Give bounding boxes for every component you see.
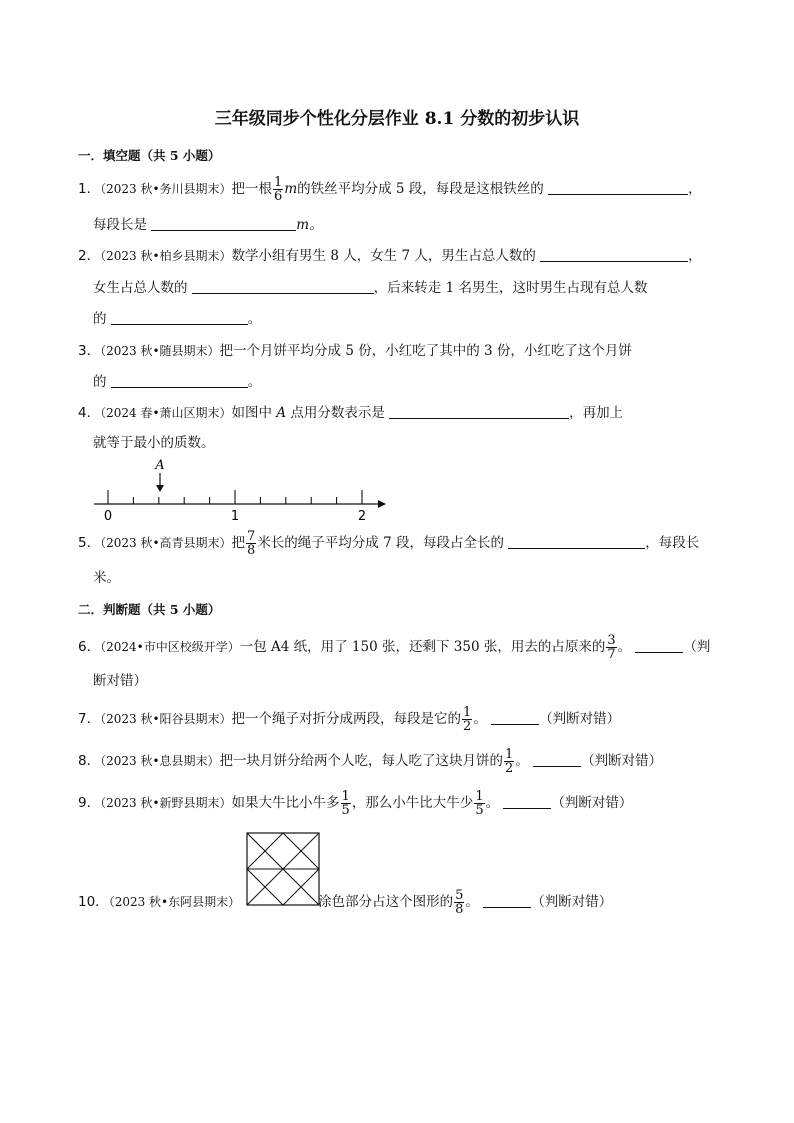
answer-blank[interactable] [503,794,551,809]
page-title: 三年级同步个性化分层作业 8.1 分数的初步认识 [214,109,580,129]
question-source: （2023 秋•随县期末） [100,344,220,358]
question-source: （2023 秋•高青县期末） [100,536,232,550]
answer-blank[interactable] [491,710,539,725]
point-a-label: A [155,458,165,473]
number-line-arrowhead [378,500,386,508]
answer-blank[interactable] [151,216,296,231]
question-number: 5． [78,535,101,551]
question-3-line-2: 的 。 [93,374,262,390]
fraction: $\frac{7}{8}$ [247,529,256,558]
question-number: 8． [78,753,101,769]
answer-blank[interactable] [483,893,531,908]
fraction: $\frac{5}{8}$ [455,888,464,917]
question-2-line-3: 的 。 [93,311,262,327]
question-7: 7．（2023 秋•阳谷县期末）把一个绳子对折分成两段，每段是它的 $\frac{1}{2}$ 。 （判断对错） [78,705,621,734]
question-9: 9．（2023 秋•新野县期末）如果大牛比小牛多 $\frac{1}{5}$ ，那么小牛比大牛少 $\frac{1}{5}$ 。 （判断对错） [78,789,633,818]
question-1-line-1: 1．（2023 秋•务川县期末）把一根 $\frac{1}{6}$ m的铁丝平均分成 5 段，每段是这根铁丝的 ， [78,175,702,204]
question-source: （2023 秋•东阿县期末） [108,895,241,909]
tick-label-2: 2 [357,509,367,524]
question-number: 10． [78,894,109,910]
question-source: （2023 秋•阳谷县期末） [100,712,232,726]
fraction: $\frac{1}{6}$ [274,175,283,204]
question-source: （2023 秋•新野县期末） [100,796,232,810]
answer-blank[interactable] [111,373,248,388]
question-source: （2024•市中区校级开学） [100,640,240,654]
tick-label-0: 0 [103,509,113,524]
question-4-line-2: 就等于最小的质数。 [93,435,215,451]
answer-blank[interactable] [548,180,688,195]
question-number: 1． [78,181,101,197]
answer-blank[interactable] [540,247,688,262]
section-heading-fill-in: 一．填空题（共 5 小题） [78,148,221,163]
question-6-line-2: 断对错） [93,673,147,689]
question-4-line-1: 4．（2024 春•萧山区期末）如图中 A 点用分数表示是 ，再加上 [78,405,624,421]
number-line-figure [90,455,390,525]
fraction: $\frac{1}{2}$ [505,747,514,776]
question-6-line-1: 6．（2024•市中区校级开学）一包 A4 纸，用了 150 张，还剩下 350 张，用去的占原来的 $\frac{3}{7}$ 。 （判 [78,633,711,662]
question-2-line-1: 2．（2023 秋•柏乡县期末）数学小组有男生 8 人，女生 7 人，男生占总人数的 ， [78,248,702,264]
question-number: 4． [78,405,101,421]
question-number: 7． [78,711,101,727]
answer-blank[interactable] [389,404,569,419]
question-3-line-1: 3．（2023 秋•随县期末）把一个月饼平均分成 5 份，小红吃了其中的 3 份，小红吃了这个月饼 [78,343,632,359]
question-source: （2024 春•萧山区期末） [100,406,232,420]
question-source: （2023 秋•息县期末） [100,754,220,768]
question-5-line-1: 5．（2023 秋•高青县期末）把 $\frac{7}{8}$ 米长的绳子平均分成 7 段，每段占全长的 ，每段长 [78,529,700,558]
point-a-arrowhead [156,485,164,492]
fraction: $\frac{1}{5}$ [341,789,350,818]
section-heading-true-false: 二．判断题（共 5 小题） [78,602,221,617]
question-source: （2023 秋•柏乡县期末） [100,249,232,263]
tick-label-1: 1 [230,509,240,524]
question-source: （2023 秋•务川县期末） [100,182,232,196]
question-number: 2． [78,248,101,264]
answer-blank[interactable] [111,310,248,325]
answer-blank[interactable] [192,279,374,294]
question-number: 9． [78,795,101,811]
question-1-line-2: 每段长是 m。 [93,217,323,233]
fraction: $\frac{1}{2}$ [463,705,472,734]
answer-blank[interactable] [533,752,581,767]
fraction: $\frac{3}{7}$ [607,633,616,662]
question-10: 10．（2023 秋•东阿县期末） 涂色部分占这个图形的 $\frac{5}{8}$ 。 （判断对错） [78,888,613,917]
fraction: $\frac{1}{5}$ [475,789,484,818]
question-number: 6． [78,639,101,655]
answer-blank[interactable] [635,638,683,653]
question-2-line-2: 女生占总人数的 ，后来转走 1 名男生，这时男生占现有总人数 [93,280,648,296]
answer-blank[interactable] [508,534,645,549]
question-number: 3． [78,343,101,359]
question-8: 8．（2023 秋•息县期末）把一块月饼分给两个人吃，每人吃了这块月饼的 $\frac{1}{2}$ 。 （判断对错） [78,747,663,776]
question-5-line-2: 米。 [93,570,120,586]
